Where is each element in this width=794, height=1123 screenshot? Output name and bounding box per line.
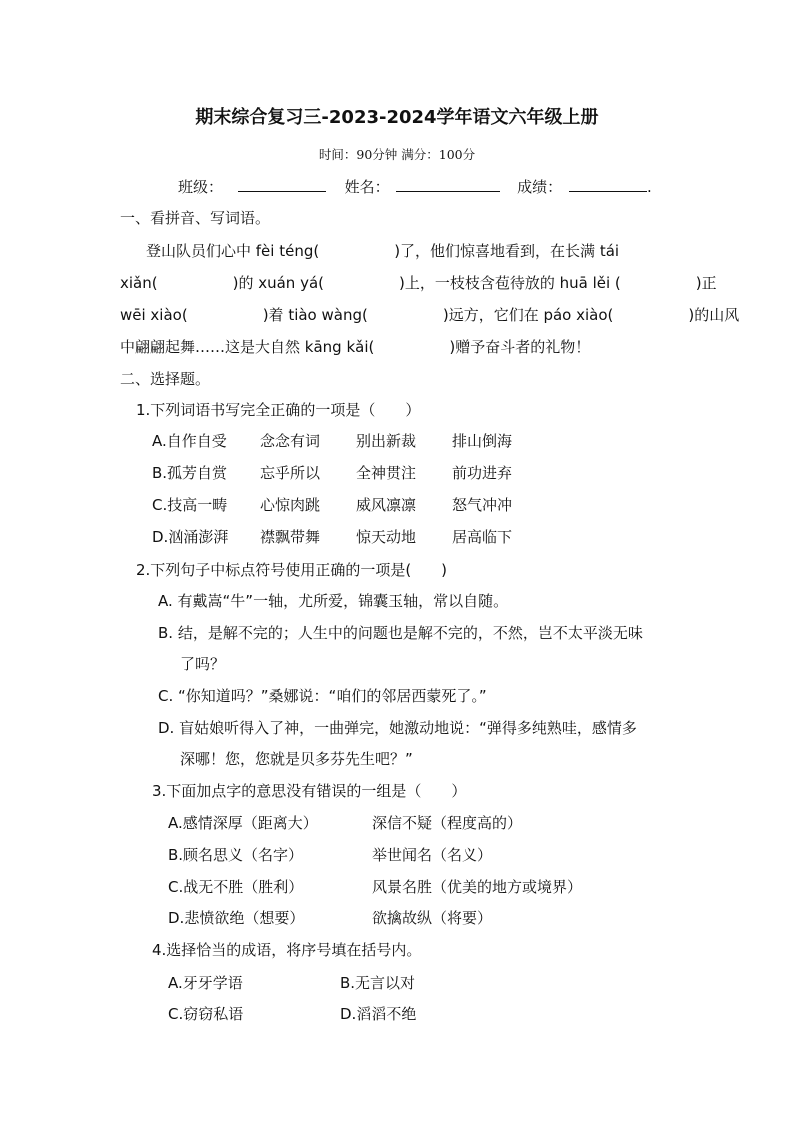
exam-meta: 时间：90分钟 满分：100分 (318, 147, 476, 162)
q4-option-b[interactable]: B.无言以对 (340, 974, 416, 992)
q3-option-a[interactable] (168, 813, 522, 833)
q4-option-a[interactable]: A.牙牙学语 (168, 974, 243, 992)
q3-c-1: C.战无不胜（胜利） (168, 878, 304, 896)
q3-a-1: A.感情深厚（距离大） (168, 814, 318, 832)
section1-line-1: 登山队员们心中 fèi téng( )了，他们惊喜地看到，在长满 tái (146, 242, 620, 260)
q1-b-2: 忘乎所以 (260, 464, 321, 482)
q3-b-1: B.顾名思义（名字） (168, 846, 304, 864)
class-label: 班级： (178, 178, 224, 196)
q3-option-d[interactable] (168, 908, 492, 928)
q2-option-b-line1[interactable]: B. 结，是解不完的；人生中的问题也是解不完的，不然，岂不太平淡无味 (158, 624, 643, 642)
section2-heading: 二、选择题。 (120, 370, 211, 388)
q3-option-c[interactable] (168, 877, 582, 897)
section1-heading: 一、看拼音、写词语。 (120, 209, 271, 227)
score-blank[interactable] (569, 176, 647, 192)
q1-d-1: D.汹涌澎湃 (152, 528, 229, 546)
q3-b-2: 举世闻名（名义） (372, 846, 493, 864)
q1-option-b[interactable] (152, 463, 512, 483)
q1-c-3: 威风凛凛 (356, 496, 417, 514)
name-label: 姓名： (344, 178, 390, 196)
q1-a-1: A.自作自受 (152, 432, 227, 450)
q2-option-c[interactable]: C. “你知道吗？”桑娜说：“咱们的邻居西蒙死了。” (158, 687, 487, 705)
class-blank[interactable] (238, 176, 326, 192)
q1-option-d[interactable] (152, 527, 512, 547)
q1-d-2: 襟飘带舞 (260, 528, 321, 546)
q1-c-4: 怒气冲冲 (452, 496, 513, 514)
q4-row-2 (168, 1004, 416, 1024)
q3-a-2: 深信不疑（程度高的） (372, 814, 523, 832)
q1-option-c[interactable] (152, 495, 512, 515)
section1-line-2: xiǎn( )的 xuán yá( )上，一枝枝含苞待放的 huā lěi ( )正 (120, 274, 717, 292)
q1-b-4: 前功进弃 (452, 464, 513, 482)
q1-c-1: C.技高一畴 (152, 496, 228, 514)
section1-line-3: wēi xiào( )着 tiào wàng( )远方，它们在 páo xiào( )的山风 (120, 306, 740, 324)
q3-stem: 3.下面加点字的意思没有错误的一组是（ ） (152, 782, 467, 800)
q1-c-2: 心惊肉跳 (260, 496, 321, 514)
q3-option-b[interactable] (168, 845, 492, 865)
q2-option-d-line1[interactable]: D. 盲姑娘听得入了神，一曲弹完，她激动地说：“弹得多纯熟哇，感情多 (158, 719, 637, 737)
name-blank[interactable] (396, 176, 500, 192)
q4-stem: 4.选择恰当的成语，将序号填在括号内。 (152, 941, 422, 959)
q4-option-d[interactable]: D.滔滔不绝 (340, 1005, 417, 1023)
q3-d-2: 欲擒故纵（将要） (372, 909, 493, 927)
q1-a-2: 念念有词 (260, 432, 321, 450)
q1-b-3: 全神贯注 (356, 464, 417, 482)
q2-option-a[interactable]: A. 有戴嵩“牛”一轴，尤所爱，锦囊玉轴，常以自随。 (158, 592, 509, 610)
q1-d-4: 居高临下 (452, 528, 513, 546)
q1-a-3: 别出新裁 (356, 432, 417, 450)
score-label: 成绩： (517, 178, 563, 196)
section1-line-4: 中翩翩起舞……这是大自然 kāng kǎi( )赠予奋斗者的礼物！ (120, 338, 591, 356)
student-info (178, 176, 652, 197)
info-end: . (646, 178, 652, 196)
q4-row-1 (168, 973, 415, 993)
q2-stem: 2.下列句子中标点符号使用正确的一项是( ) (136, 561, 448, 579)
q4-option-c[interactable]: C.窃窃私语 (168, 1005, 244, 1023)
q1-stem: 1.下列词语书写完全正确的一项是（ ） (136, 401, 421, 419)
q2-option-b-line2: 了吗？ (180, 655, 226, 673)
q1-a-4: 排山倒海 (452, 432, 513, 450)
q1-d-3: 惊天动地 (356, 528, 417, 546)
q1-b-1: B.孤芳自赏 (152, 464, 228, 482)
q1-option-a[interactable] (152, 431, 512, 451)
page-title: 期末综合复习三-2023-2024学年语文六年级上册 (195, 107, 599, 128)
q2-option-d-line2: 深哪！您，您就是贝多芬先生吧？” (180, 750, 413, 768)
q3-d-1: D.悲愤欲绝（想要） (168, 909, 305, 927)
q3-c-2: 风景名胜（优美的地方或境界） (372, 878, 583, 896)
